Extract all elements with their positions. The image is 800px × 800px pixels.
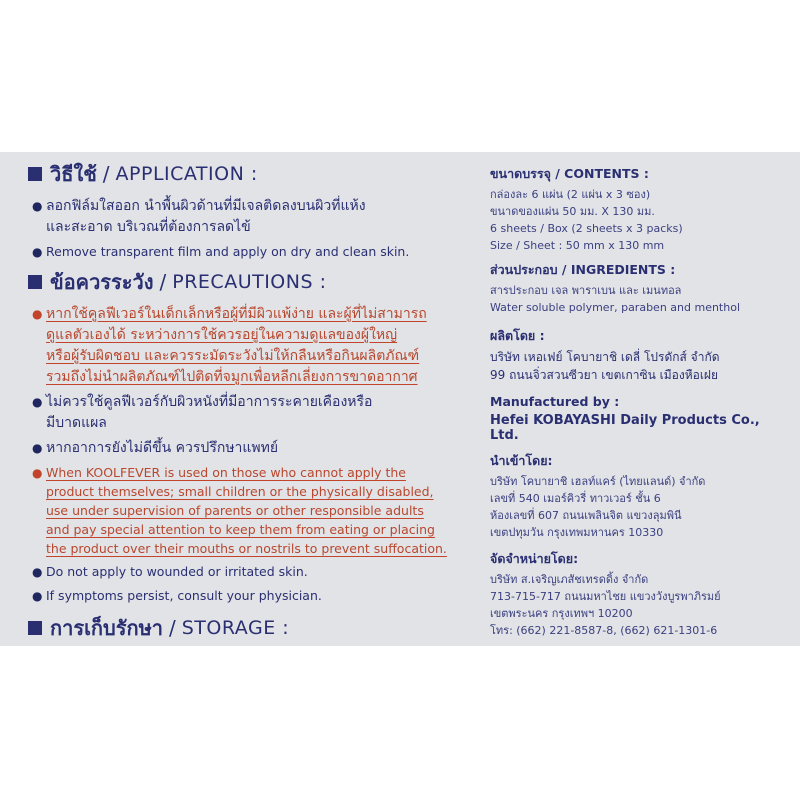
bullet-item <box>28 304 478 388</box>
bullet-line: รวมถึงไม่นำผลิตภัณฑ์ไปติดที่จมูกเพื่อหลีกเลี่ยงการขาดอากาศ <box>46 369 418 385</box>
manufacturer-th-lines <box>490 348 790 384</box>
info-line: เขตปทุมวัน กรุงเทพมหานคร 10330 <box>490 526 664 539</box>
contents-heading: ขนาดบรรจุ / CONTENTS : <box>490 166 649 181</box>
bullet-text <box>46 438 478 459</box>
square-bullet-icon <box>28 621 42 635</box>
product-label-panel <box>0 152 800 646</box>
bullet-item <box>28 586 478 606</box>
bullet-item <box>28 196 478 238</box>
contents-lines <box>490 186 790 254</box>
bullet-line: ลอกฟิล์มใสออก นำพื้นผิวด้านที่มีเจลติดลงบนผิวที่แห้ง <box>46 198 366 214</box>
info-line: ห้องเลขที่ 607 ถนนเพลินจิต แขวงลุมพินี <box>490 509 682 522</box>
square-bullet-icon <box>28 167 42 181</box>
info-line: เลขที่ 540 เมอร์คิวรี่ ทาวเวอร์ ชั้น 6 <box>490 492 661 505</box>
bullet-line: and pay special attention to keep them from eating or placing <box>46 522 435 537</box>
precautions-heading <box>28 266 478 298</box>
bullet-line: หรือผู้รับผิดชอบ และควรระมัดระวังไม่ให้กลืนหรือกินผลิตภัณฑ์ <box>46 348 420 364</box>
storage-title-th: การเก็บรักษา <box>50 616 163 640</box>
ingredients-lines <box>490 282 790 316</box>
bullet-line: หากอาการยังไม่ดีขึ้น ควรปรึกษาแพทย์ <box>46 440 279 456</box>
application-heading <box>28 158 478 190</box>
info-line: 713-715-717 ถนนมหาไชย แขวงวังบูรพาภิรมย์ <box>490 590 721 603</box>
bullet-line: use under supervision of parents or other responsible adults <box>46 503 424 518</box>
bullet-text <box>46 463 478 558</box>
info-line: 99 ถนนจิ่วสวนซีวยา เขตเกาซิน เมืองหือเฝย <box>490 368 718 382</box>
distributor-lines <box>490 571 790 639</box>
manufacturer-th-heading: ผลิตโดย : <box>490 328 545 343</box>
bullet-line: When KOOLFEVER is used on those who cannot apply the <box>46 465 406 480</box>
bullet-line: มีบาดแผล <box>46 415 107 431</box>
bullet-line: the product over their mouths or nostrils to prevent suffocation. <box>46 541 447 556</box>
info-line: โทร: (662) 221-8587-8, (662) 621-1301-6 <box>490 624 718 637</box>
bullet-item <box>28 242 478 262</box>
info-line: กล่องละ 6 แผ่น (2 แผ่น x 3 ซอง) <box>490 188 651 201</box>
bullet-line: Remove transparent film and apply on dry and clean skin. <box>46 244 410 259</box>
bullet-text <box>46 392 478 434</box>
info-line: เขตพระนคร กรุงเทพฯ 10200 <box>490 607 633 620</box>
bullet-text <box>46 196 478 238</box>
bullet-dot-icon: ● <box>32 245 43 259</box>
precautions-title-en: PRECAUTIONS : <box>172 271 327 293</box>
heading-separator: / <box>169 616 176 640</box>
bullet-line: และสะอาด บริเวณที่ต้องการลดไข้ <box>46 219 251 235</box>
bullet-dot-icon: ● <box>32 565 43 579</box>
square-bullet-icon <box>28 275 42 289</box>
bullet-text <box>46 586 478 606</box>
bullet-text <box>46 242 478 262</box>
bullet-dot-icon: ● <box>32 441 43 455</box>
bullet-line: Do not apply to wounded or irritated skin. <box>46 564 308 579</box>
bullet-dot-icon: ● <box>32 466 43 480</box>
bullet-dot-icon: ● <box>32 199 43 213</box>
info-line: บริษัท โคบายาชิ เฮลท์แคร์ (ไทยแลนด์) จำกัด <box>490 475 706 488</box>
bullet-item <box>28 463 478 558</box>
manufacturer-en-heading: Manufactured by : <box>490 394 620 409</box>
heading-separator: / <box>159 270 167 294</box>
bullet-line: ไม่ควรใช้คูลฟีเวอร์กับผิวหนังที่มีอาการระคายเคืองหรือ <box>46 394 373 410</box>
importer-lines <box>490 473 790 541</box>
bullet-text <box>46 304 478 388</box>
heading-separator: / <box>102 162 110 186</box>
storage-title-en: STORAGE : <box>181 617 290 639</box>
bullet-line: If symptoms persist, consult your physician. <box>46 588 322 603</box>
bullet-item <box>28 438 478 459</box>
bullet-dot-icon: ● <box>32 307 43 321</box>
left-column <box>28 158 478 646</box>
info-line: Size / Sheet : 50 mm x 130 mm <box>490 239 665 252</box>
storage-heading <box>28 612 478 644</box>
info-line: 6 sheets / Box (2 sheets x 3 packs) <box>490 222 683 235</box>
bullet-line: ดูแลตัวเองได้ ระหว่างการใช้ควรอยู่ในความดูแลของผู้ใหญ่ <box>46 327 398 343</box>
right-column <box>490 158 790 639</box>
info-line: บริษัท ส.เจริญเภสัชเทรดดิ้ง จำกัด <box>490 573 649 586</box>
importer-heading: นำเข้าโดย: <box>490 453 553 468</box>
bullet-line: product themselves; small children or the physically disabled, <box>46 484 434 499</box>
manufacturer-en-name: Hefei KOBAYASHI Daily Products Co., Ltd. <box>490 413 760 443</box>
bullet-item <box>28 562 478 582</box>
distributor-heading: จัดจำหน่ายโดย: <box>490 551 579 566</box>
info-line: บริษัท เหอเฟย์ โคบายาชิ เดลี่ โปรดักส์ จำกัด <box>490 350 720 364</box>
info-line: ขนาดของแผ่น 50 มม. X 130 มม. <box>490 205 655 218</box>
bullet-dot-icon: ● <box>32 395 43 409</box>
bullet-item <box>28 392 478 434</box>
precautions-list <box>28 304 478 606</box>
application-list <box>28 196 478 262</box>
application-title-th: วิธีใช้ <box>50 162 97 186</box>
info-line: Water soluble polymer, paraben and menthol <box>490 301 741 314</box>
bullet-line: หากใช้คูลฟีเวอร์ในเด็กเล็กหรือผู้ที่มีผิวแพ้ง่าย และผู้ที่ไม่สามารถ <box>46 306 427 322</box>
bullet-text <box>46 562 478 582</box>
ingredients-heading: ส่วนประกอบ / INGREDIENTS : <box>490 262 676 277</box>
precautions-title-th: ข้อควรระวัง <box>50 270 154 294</box>
info-line: สารประกอบ เจล พาราเบน และ เมนทอล <box>490 284 682 297</box>
bullet-dot-icon: ● <box>32 589 43 603</box>
application-title-en: APPLICATION : <box>115 163 258 185</box>
